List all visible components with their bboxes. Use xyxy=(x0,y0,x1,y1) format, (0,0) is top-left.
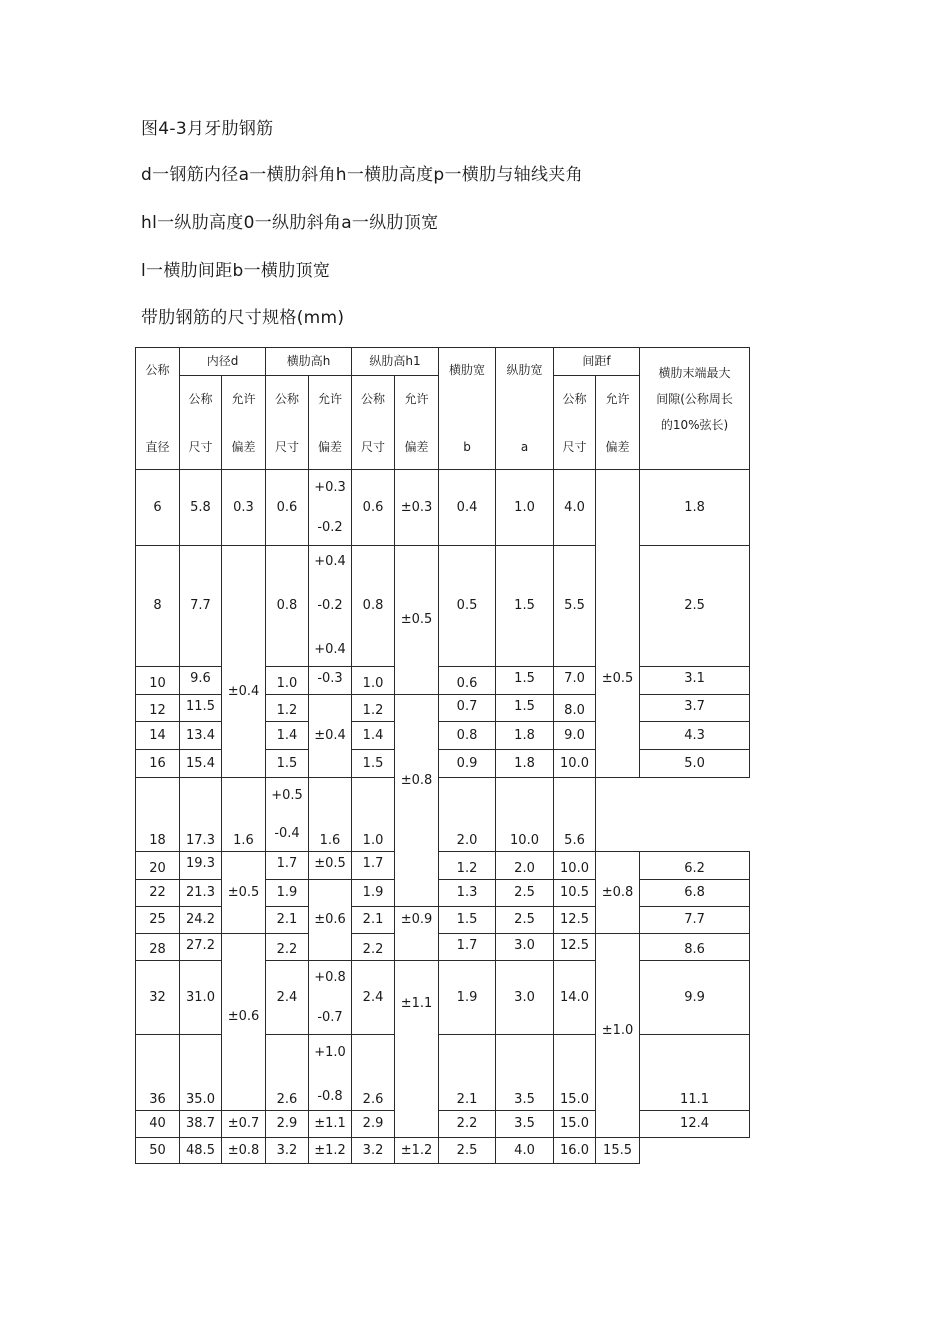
cell-long-a: 1.5 xyxy=(496,667,554,695)
cell-diameter: 18 xyxy=(136,778,180,852)
cell-long-h: 1.7 xyxy=(352,852,395,880)
cell-inner-d-tol: 0.3 xyxy=(222,470,266,546)
cell-inner-d: 17.3 xyxy=(180,778,222,852)
cell-long-a: 1.5 xyxy=(496,695,554,722)
cell-rib-h: 0.6 xyxy=(266,470,309,546)
cell-spacing-f: 9.0 xyxy=(554,722,596,750)
cell-inner-d: 21.3 xyxy=(180,880,222,907)
cell-diameter: 16 xyxy=(136,750,180,778)
cell-rib-b: 2.1 xyxy=(439,1035,496,1111)
cell-diameter: 50 xyxy=(136,1138,180,1164)
cell-inner-d: 11.5 xyxy=(180,695,222,722)
cell-max-gap: 9.9 xyxy=(640,961,750,1035)
cell-spacing-f: 15.0 xyxy=(554,1035,596,1111)
cell-rib-h-tol: +0.4 -0.2 +0.4 xyxy=(309,546,352,667)
header-row xyxy=(136,348,750,376)
cell-long-a: 2.5 xyxy=(496,907,554,934)
cell-long-a: 1.8 xyxy=(496,722,554,750)
cell-long-h: 2.1 xyxy=(352,907,395,934)
cell-rib-h: 1.4 xyxy=(266,722,309,750)
cell-rib-b: 2.2 xyxy=(439,1111,496,1138)
cell-spacing-f: 16.0 xyxy=(554,1138,596,1164)
cell-rib-b: 1.7 xyxy=(439,934,496,961)
header-rib-width: 横肋宽 b xyxy=(439,348,496,470)
cell-rib-h-tol: +0.5 -0.4 xyxy=(266,778,309,852)
cell-inner-d: 13.4 xyxy=(180,722,222,750)
cell-spacing-f: 12.5 xyxy=(554,907,596,934)
cell-spacing-tol: ±1.0 xyxy=(596,934,640,1138)
cell-rib-h-tol: -0.3 xyxy=(309,667,352,695)
cell-max-gap: 7.7 xyxy=(640,907,750,934)
cell-long-h: 1.0 xyxy=(352,667,395,695)
header-tolerance: 允许 偏差 xyxy=(395,376,439,470)
header-max-gap: 横肋末端最大 间隙(公称周长 的10%弦长) xyxy=(640,348,750,470)
cell-spacing-tol: ±0.5 xyxy=(596,470,640,778)
cell-diameter: 32 xyxy=(136,961,180,1035)
cell-max-gap: 11.1 xyxy=(640,1035,750,1111)
cell-long-h-tol: ±1.2 xyxy=(395,1138,439,1164)
cell-long-h: 1.9 xyxy=(352,880,395,907)
cell-spacing-f: 10.0 xyxy=(554,852,596,880)
cell-rib-b: 2.5 xyxy=(439,1138,496,1164)
table-row xyxy=(136,470,750,546)
header-rib-height: 横肋高h xyxy=(266,348,352,376)
header-longitudinal-height: 纵肋高h1 xyxy=(352,348,439,376)
cell-spacing-tol: ±0.8 xyxy=(596,852,640,934)
cell-rib-h: 1.7 xyxy=(266,852,309,880)
cell-long-a: 2.0 xyxy=(496,852,554,880)
cell-rib-b: 0.4 xyxy=(439,470,496,546)
cell-rib-h: 2.2 xyxy=(266,934,309,961)
cell-rib-b: 1.2 xyxy=(439,852,496,880)
cell-max-gap: 6.2 xyxy=(640,852,750,880)
table-row xyxy=(136,546,750,667)
cell-diameter: 12 xyxy=(136,695,180,722)
cell-rib-b: 0.9 xyxy=(439,750,496,778)
table-row xyxy=(136,852,750,880)
cell-max-gap: 8.6 xyxy=(640,934,750,961)
cell-diameter: 14 xyxy=(136,722,180,750)
cell-max-gap: 2.5 xyxy=(640,546,750,667)
cell-inner-d: 24.2 xyxy=(180,907,222,934)
figure-caption: 图4-3月牙肋钢筋 xyxy=(141,119,274,139)
cell-rib-b: 1.0 xyxy=(352,778,395,852)
cell-long-a: 2.5 xyxy=(496,880,554,907)
header-inner-diameter: 内径d xyxy=(180,348,266,376)
cell-long-a: 3.5 xyxy=(496,1035,554,1111)
cell-rib-h: 3.2 xyxy=(266,1138,309,1164)
cell-long-h: 2.6 xyxy=(352,1035,395,1111)
header-nominal-size: 公称 尺寸 xyxy=(266,376,309,470)
cell-rib-h: 1.6 xyxy=(222,778,266,852)
cell-diameter: 22 xyxy=(136,880,180,907)
cell-spacing-f: 15.0 xyxy=(554,1111,596,1138)
table-row xyxy=(136,1138,750,1164)
header-longitudinal-width: 纵肋宽 a xyxy=(496,348,554,470)
cell-long-a: 3.5 xyxy=(496,1111,554,1138)
header-nominal-diameter: 公称 直径 xyxy=(136,348,180,470)
cell-diameter: 25 xyxy=(136,907,180,934)
cell-rib-b: 0.7 xyxy=(439,695,496,722)
cell-long-h: 1.6 xyxy=(309,778,352,852)
cell-inner-d: 19.3 xyxy=(180,852,222,880)
cell-rib-h: 1.2 xyxy=(266,695,309,722)
table-row xyxy=(136,778,750,852)
cell-inner-d-tol: ±0.7 xyxy=(222,1111,266,1138)
cell-rib-b: 1.3 xyxy=(439,880,496,907)
cell-inner-d: 5.8 xyxy=(180,470,222,546)
legend-line-3: l一横肋间距b一横肋顶宽 xyxy=(141,261,331,281)
cell-rib-h-tol: +0.3 -0.2 xyxy=(309,470,352,546)
cell-long-h-tol: ±1.1 xyxy=(395,961,439,1138)
cell-inner-d-tol: ±0.8 xyxy=(222,1138,266,1164)
cell-rib-h: 2.9 xyxy=(266,1111,309,1138)
cell-rib-h-tol: +0.8 -0.7 xyxy=(309,961,352,1035)
cell-long-h-tol: ±0.5 xyxy=(395,546,439,695)
cell-spacing-f: 12.5 xyxy=(554,934,596,961)
cell-inner-d: 48.5 xyxy=(180,1138,222,1164)
rebar-spec-table xyxy=(135,347,750,1164)
cell-max-gap: 5.0 xyxy=(640,750,750,778)
cell-rib-b: 0.6 xyxy=(439,667,496,695)
cell-rib-h: 1.0 xyxy=(266,667,309,695)
cell-long-a: 3.0 xyxy=(496,934,554,961)
cell-spacing-f: 10.0 xyxy=(554,750,596,778)
cell-long-h: 2.4 xyxy=(352,961,395,1035)
cell-max-gap: 5.6 xyxy=(554,778,596,852)
cell-diameter: 10 xyxy=(136,667,180,695)
cell-inner-d: 9.6 xyxy=(180,667,222,695)
cell-rib-h: 1.5 xyxy=(266,750,309,778)
cell-long-h: 0.8 xyxy=(352,546,395,667)
cell-spacing-f: 4.0 xyxy=(554,470,596,546)
legend-line-2: hl一纵肋高度0一纵肋斜角a一纵肋顶宽 xyxy=(141,213,439,233)
cell-rib-h: 2.4 xyxy=(266,961,309,1035)
cell-inner-d: 27.2 xyxy=(180,934,222,961)
cell-diameter: 28 xyxy=(136,934,180,961)
cell-diameter: 36 xyxy=(136,1035,180,1111)
cell-spacing-f: 5.5 xyxy=(554,546,596,667)
cell-inner-d-tol: ±0.5 xyxy=(222,852,266,934)
cell-max-gap: 12.4 xyxy=(640,1111,750,1138)
cell-long-h-tol: ±0.3 xyxy=(395,470,439,546)
cell-long-h: 1.5 xyxy=(352,750,395,778)
cell-spacing-f: 10.5 xyxy=(554,880,596,907)
table-row xyxy=(136,1111,750,1138)
cell-long-h: 2.9 xyxy=(352,1111,395,1138)
cell-rib-h-tol: ±0.6 xyxy=(309,880,352,961)
cell-inner-d: 38.7 xyxy=(180,1111,222,1138)
cell-long-h-tol: ±0.9 xyxy=(395,907,439,961)
cell-inner-d-tol: ±0.6 xyxy=(222,934,266,1111)
table-title: 带肋钢筋的尺寸规格(mm) xyxy=(141,308,345,328)
cell-rib-h: 2.6 xyxy=(266,1035,309,1111)
cell-diameter: 20 xyxy=(136,852,180,880)
cell-max-gap: 3.7 xyxy=(640,695,750,722)
cell-rib-h-tol: +1.0 -0.8 xyxy=(309,1035,352,1111)
cell-spacing-f: 7.0 xyxy=(554,667,596,695)
header-tolerance: 允许 偏差 xyxy=(309,376,352,470)
cell-rib-h-tol: ±0.4 xyxy=(309,695,352,778)
cell-max-gap: 6.8 xyxy=(640,880,750,907)
cell-rib-h-tol: ±1.2 xyxy=(309,1138,352,1164)
cell-inner-d: 15.4 xyxy=(180,750,222,778)
cell-diameter: 40 xyxy=(136,1111,180,1138)
cell-long-a: 3.0 xyxy=(496,961,554,1035)
cell-long-h: 0.6 xyxy=(352,470,395,546)
cell-long-h: 3.2 xyxy=(352,1138,395,1164)
cell-max-gap: 3.1 xyxy=(640,667,750,695)
header-tolerance: 允许 偏差 xyxy=(596,376,640,470)
cell-inner-d: 7.7 xyxy=(180,546,222,667)
header-nominal-size: 公称 尺寸 xyxy=(352,376,395,470)
cell-rib-b: 0.5 xyxy=(439,546,496,667)
cell-long-a: 2.0 xyxy=(439,778,496,852)
header-nominal-size: 公称 尺寸 xyxy=(180,376,222,470)
cell-rib-h: 0.8 xyxy=(266,546,309,667)
cell-max-gap: 4.3 xyxy=(640,722,750,750)
header-nominal-size: 公称 尺寸 xyxy=(554,376,596,470)
cell-long-h: 2.2 xyxy=(352,934,395,961)
cell-inner-d-tol: ±0.4 xyxy=(222,546,266,778)
cell-diameter: 8 xyxy=(136,546,180,667)
cell-inner-d: 35.0 xyxy=(180,1035,222,1111)
cell-rib-h-tol: ±0.5 xyxy=(309,852,352,880)
cell-rib-h-tol: ±1.1 xyxy=(309,1111,352,1138)
cell-rib-b: 1.9 xyxy=(439,961,496,1035)
cell-long-h: 1.4 xyxy=(352,722,395,750)
cell-long-h-tol: ±0.8 xyxy=(395,695,439,907)
table-row xyxy=(136,934,750,961)
cell-rib-h: 1.9 xyxy=(266,880,309,907)
cell-spacing-f: 14.0 xyxy=(554,961,596,1035)
cell-long-a: 1.0 xyxy=(496,470,554,546)
cell-long-a: 4.0 xyxy=(496,1138,554,1164)
header-spacing: 间距f xyxy=(554,348,640,376)
cell-long-h: 1.2 xyxy=(352,695,395,722)
cell-inner-d: 31.0 xyxy=(180,961,222,1035)
cell-diameter: 6 xyxy=(136,470,180,546)
cell-long-a: 1.5 xyxy=(496,546,554,667)
cell-max-gap: 15.5 xyxy=(596,1138,640,1164)
header-tolerance: 允许 偏差 xyxy=(222,376,266,470)
cell-spacing-f: 8.0 xyxy=(554,695,596,722)
cell-rib-b: 0.8 xyxy=(439,722,496,750)
cell-rib-h: 2.1 xyxy=(266,907,309,934)
cell-spacing-f: 10.0 xyxy=(496,778,554,852)
legend-line-1: d一钢筋内径a一横肋斜角h一横肋高度p一横肋与轴线夹角 xyxy=(141,165,583,185)
cell-rib-b: 1.5 xyxy=(439,907,496,934)
cell-max-gap: 1.8 xyxy=(640,470,750,546)
cell-long-a: 1.8 xyxy=(496,750,554,778)
